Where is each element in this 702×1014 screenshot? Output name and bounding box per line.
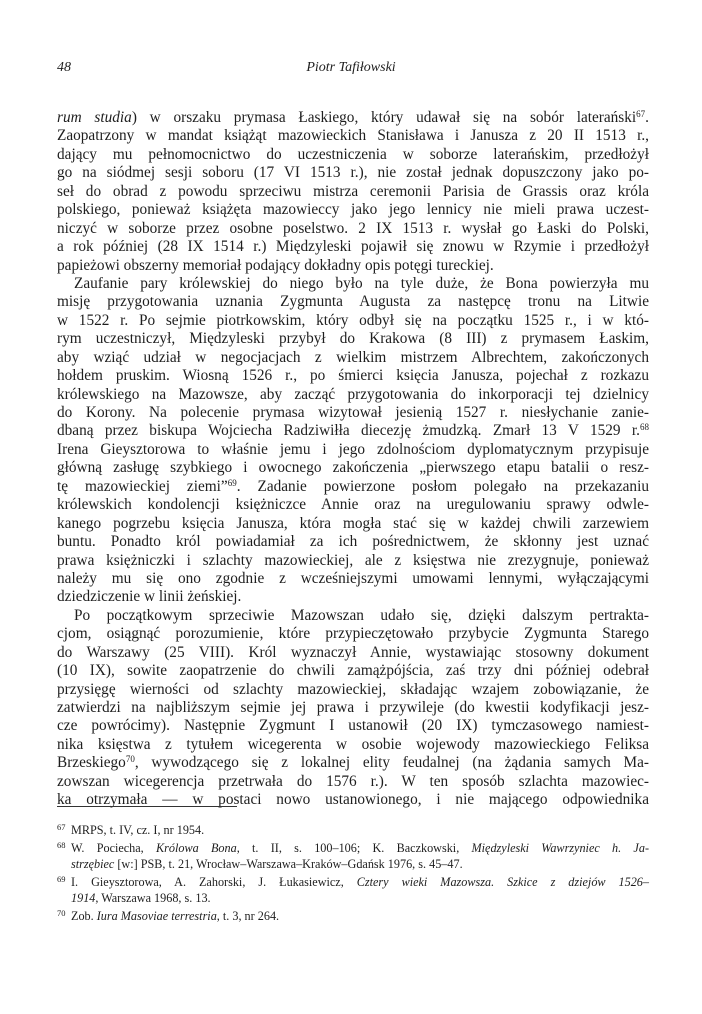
text-segment: Zob.: [71, 908, 97, 923]
footnote-reference[interactable]: 68: [640, 422, 649, 433]
text-line: [57, 533, 649, 551]
text-segment: ) w orszaku prymasa Łaskiego, który udawał się na sobór laterański: [131, 109, 637, 126]
text-line: [57, 330, 649, 348]
text-line: [57, 220, 649, 238]
text-line: [57, 312, 649, 330]
text-segment: MRPS, t. IV, cz. I, nr 1954.: [71, 823, 205, 837]
text-segment: misję przygotowania uznania Zygmunta Augusta za następcę tronu na Litwie: [57, 293, 649, 311]
text-segment: rym uczestniczył, Międzyleski przybył do Krakowa (8 III) z prymasem Łaskim,: [57, 330, 649, 348]
text-segment: królewskich kondolencji księżniczce Annie oraz na uregulowaniu sprawy odwle-: [57, 496, 649, 514]
text-line: [57, 607, 649, 625]
italic-text: Iura Masoviae terrestria: [96, 908, 217, 923]
text-line: [57, 515, 649, 533]
italic-text: Królowa Bona: [156, 840, 237, 855]
text-line: [57, 662, 649, 680]
text-line: [57, 146, 649, 164]
text-segment: główną zasługę szybkiego i owocnego zakończenia „pierwszego etapu batalii o resz-: [57, 459, 649, 477]
text-segment: , t. II, s. 100–106; K. Baczkowski,: [236, 840, 472, 855]
text-line: [57, 773, 649, 791]
text-segment: I. Gieysztorowa, A. Zahorski, J. Łukasiewicz,: [71, 874, 357, 889]
text-segment: Brzeskiego: [57, 754, 126, 772]
text-segment: , Warszawa 1968, s. 13.: [95, 891, 211, 905]
text-segment: w 1522 r. Po sejmie piotrkowskim, który odbył się na początku 1525 r., i w któ-: [57, 311, 649, 329]
text-segment: należy mu się ono zgodnie z wcześniejszymi umowami lennymi, wyłączającymi: [57, 569, 649, 587]
text-line: [71, 890, 649, 907]
text-line: [57, 201, 649, 219]
text-segment: dbaną przez biskupa Wojciecha Radziwiłła diecezję żmudzką. Zmarł 13 V 1529 r.: [57, 422, 640, 440]
text-segment: dziedziczenie w linii żeńskiej.: [57, 588, 242, 606]
text-segment: przysięgę wierności od szlachty mazowieckiej, składając wzajem zobowiązanie, że: [57, 680, 649, 698]
text-segment: zowszan wicegerencja przetrwała do 1576 r.). W ten sposób szlachta mazowiec-: [57, 772, 649, 790]
text-segment: . Zadanie powierzone posłom polegało na przekazaniu: [236, 477, 649, 495]
italic-text: Międzyleski Wawrzyniec h. Ja-: [471, 840, 649, 855]
text-segment: , t. 3, nr 264.: [216, 908, 280, 923]
text-segment: .: [645, 109, 649, 126]
text-segment: hołdem pruskim. Wiosną 1526 r., po śmierci księcia Janusza, pojechał z rozkazu: [57, 367, 649, 385]
footnote-reference[interactable]: 70: [125, 754, 135, 765]
text-line: [57, 183, 649, 201]
text-segment: seł do obrad z powodu sprzeciwu mistrza ceremonii Parisia de Grassis oraz króla: [57, 182, 649, 200]
footnote-reference[interactable]: 69: [227, 477, 237, 488]
text-line: [57, 478, 649, 496]
text-line: [71, 840, 649, 857]
footnotes: [57, 822, 649, 925]
text-line: [57, 736, 649, 754]
footnote-number: 67: [57, 822, 66, 832]
text-line: [57, 588, 649, 606]
text-segment: kanego pogrzebu księcia Janusza, która mogła stać się w każdej chwili zarzewiem: [57, 514, 649, 532]
footnote: [57, 874, 649, 907]
text-segment: cze powrócimy). Następnie Zygmunt I ustanowił (20 IX) tymczasowego namiest-: [57, 717, 649, 735]
text-line: [57, 570, 649, 588]
text-segment: Irena Gieysztorowa to właśnie jemu i jego zdolnościom dyplomatycznym przypisuje: [57, 440, 649, 458]
italic-text: 1914: [71, 891, 96, 905]
text-segment: dający mu pełnomocnictwo do uczestniczenia w soborze laterańskim, przedłożył: [57, 145, 649, 163]
text-segment: Zaufanie pary królewskiej do niego było na tyle duże, że Bona powierzyła mu: [74, 274, 649, 292]
footnote-number: 68: [57, 839, 66, 850]
running-head: Piotr Tafiłowski: [306, 60, 396, 75]
text-segment: aby wziąć udział w negocjacjach z wielkim mistrzem Albrechtem, zakończonych: [57, 348, 649, 366]
page-number: 48: [57, 60, 71, 75]
text-line: [57, 644, 649, 662]
italic-text: Cztery wieki Mazowsza. Szkice z dziejów 1526–: [356, 874, 649, 889]
text-segment: [w:] PSB, t. 21, Wrocław–Warszawa–Kraków–Gdańsk 1976, s. 45–47.: [114, 857, 463, 871]
text-line: [57, 367, 649, 385]
text-line: [57, 275, 649, 293]
text-line: [57, 441, 649, 459]
text-segment: Po początkowym sprzeciwie Mazowszan udało się, dzięki dalszym pertrakta-: [74, 606, 649, 624]
text-segment: do Warszawy (25 VIII). Król wyznaczył Annie, wystawiając stosowny dokument: [57, 643, 649, 661]
text-line: [71, 908, 649, 925]
text-line: [57, 459, 649, 477]
footnote: [57, 840, 649, 873]
text-segment: buntu. Ponadto król powiadamiał za ich pośrednictwem, że skłonny jest uznać: [57, 533, 649, 551]
text-segment: polskiego, ponieważ książęta mazowieccy jako jego lennicy nie mieli prawa uczest-: [57, 201, 649, 219]
text-line: [57, 717, 649, 735]
text-segment: nika księstwa z tytułem wicegerenta w osobie wojewody mazowieckiego Feliksa: [57, 735, 649, 753]
text-line: [57, 496, 649, 514]
footnote-number: 70: [57, 907, 66, 918]
footnote: [57, 822, 649, 839]
italic-text: rum studia: [57, 109, 132, 126]
text-line: [71, 874, 649, 891]
text-segment: Zaopatrzony w mandat książąt mazowieckich Stanisława i Janusza z 20 II 1513 r.,: [57, 127, 649, 145]
text-segment: go na siódmej sesji soboru (17 VI 1513 r.), nie został jednak dopuszczony jako po-: [57, 164, 649, 182]
text-line: [57, 349, 649, 367]
text-segment: ka otrzymała — w postaci nowo ustanowionego, i nie mającego odpowiednika: [57, 791, 649, 809]
text-segment: zatwierdzi na najbliższym sejmie jej prawa i przywileje (do kwestii kodyfikacji jesz-: [57, 699, 649, 716]
text-line: [57, 681, 649, 699]
text-segment: królewskiego na Mazowsze, aby zacząć przygotowania do inkorporacji tej dzielnicy: [57, 385, 649, 403]
text-segment: a rok później (28 IX 1514 r.) Międzyleski pojawił się znowu w Rzymie i przedłożył: [57, 238, 649, 256]
text-line: [57, 109, 649, 127]
text-line: [57, 625, 649, 643]
text-line: [57, 127, 649, 145]
text-segment: niczyć w soborze przez osobne poselstwo. 2 IX 1513 r. wysłał go Łaski do Polski,: [57, 219, 649, 237]
text-line: [57, 386, 649, 404]
text-line: [57, 257, 649, 275]
text-line: [57, 552, 649, 570]
footnote-number: 69: [57, 873, 66, 884]
text-line: [57, 422, 649, 440]
text-segment: tę mazowieckiej ziemi”: [57, 477, 228, 495]
text-line: [71, 856, 649, 873]
text-segment: do Korony. Na polecenie prymasa wizytował jesienią 1527 r. niesłychanie zanie-: [57, 404, 649, 421]
footnote: [57, 908, 649, 925]
footnote-reference[interactable]: 67: [636, 109, 646, 119]
italic-text: strzębiec: [71, 857, 115, 871]
body-text: [57, 109, 649, 810]
text-segment: cjom, osiągnąć porozumienie, które przypieczętowało przybycie Zygmunta Starego: [57, 625, 649, 643]
text-line: [57, 754, 649, 772]
text-line: [71, 822, 649, 839]
text-segment: (10 IX), sowite zaopatrzenie do chwili zamążpójścia, zaś trzy dni później odebrał: [57, 662, 649, 680]
text-line: [57, 164, 649, 182]
text-line: [57, 404, 649, 422]
text-line: [57, 699, 649, 717]
text-line: [57, 238, 649, 256]
text-line: [57, 293, 649, 311]
text-segment: , wywodzącego się z lokalnej elity feudalnej (na żądania samych Ma-: [134, 754, 649, 772]
text-segment: papieżowi obszerny memoriał podający dokładny opis potęgi tureckiej.: [57, 256, 494, 274]
text-segment: W. Pociecha,: [71, 840, 157, 855]
footnote-separator: [57, 806, 237, 807]
text-segment: prawa księżniczki i szlachty mazowieckiej, ale z księstwa nie zrezygnuje, ponieważ: [57, 551, 649, 569]
